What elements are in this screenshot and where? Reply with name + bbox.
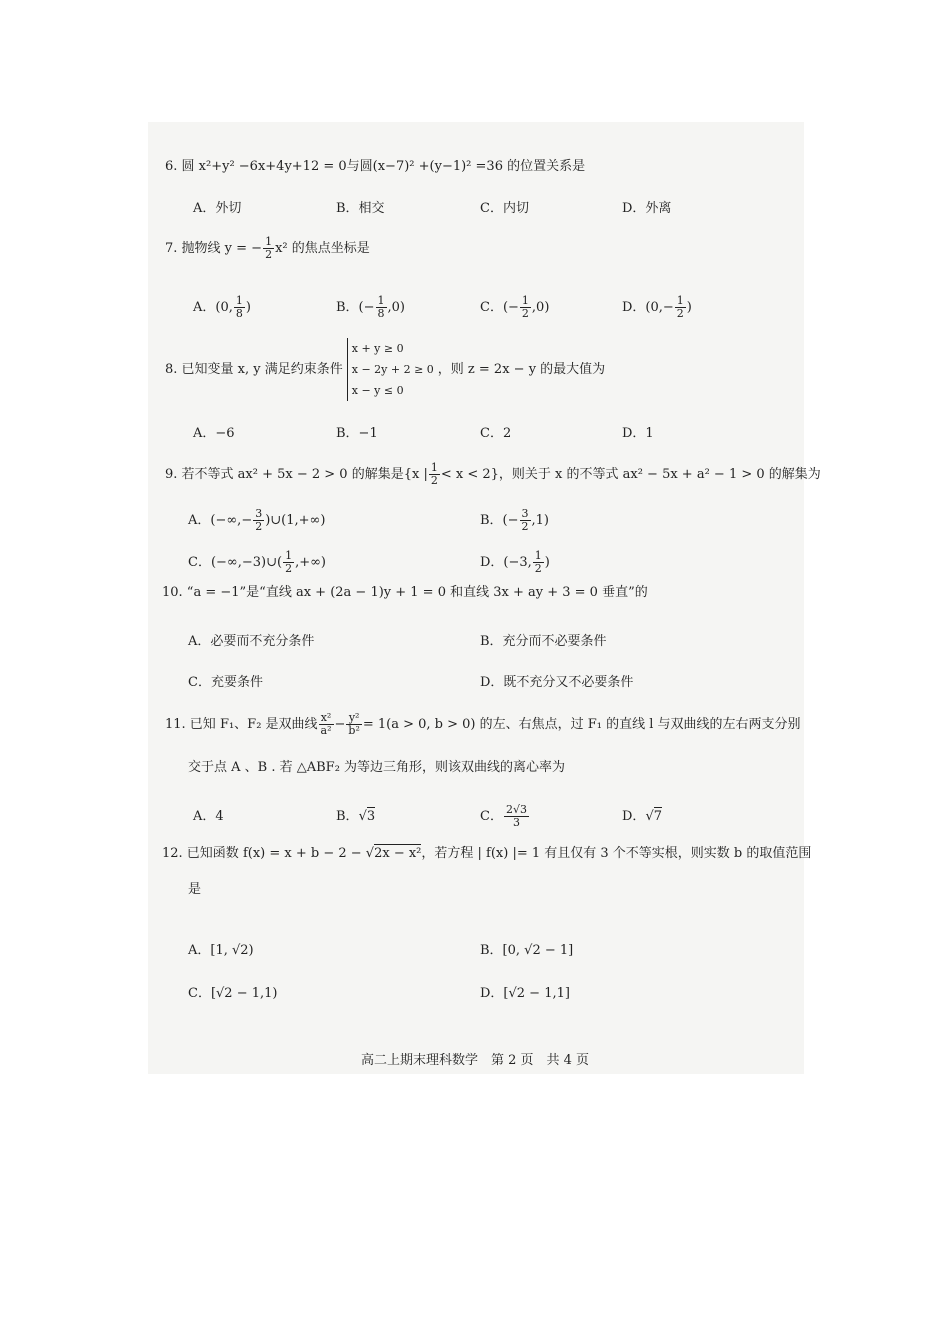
question-10-option-b: B．充分而不必要条件 xyxy=(480,634,607,649)
question-7-option-b: B．(− $\frac{1}{8}$ ,0) xyxy=(336,294,406,320)
question-6-option-d: D．外离 xyxy=(622,201,672,216)
question-11-stem-line-2: 交于点 A 、B . 若 △ABF₂ 为等边三角形，则该双曲线的离心率为 xyxy=(188,760,566,775)
question-7-stem: 7. 抛物线 y = − $\frac{1}{2}$ x² 的焦点坐标是 xyxy=(165,235,370,261)
question-11-option-c: C． $\frac{2√3}{3}$ xyxy=(480,803,527,829)
question-9-option-c: C．(−∞,−3)∪( $\frac{1}{2}$ ,+∞) xyxy=(188,549,327,575)
question-9-option-d: D．(−3, $\frac{1}{2}$ ) xyxy=(480,549,550,575)
page-footer: 高二上期末理科数学 第 2 页 共 4 页 xyxy=(360,1053,590,1068)
question-10-option-c: C．充要条件 xyxy=(188,675,263,690)
question-6-option-c: C．内切 xyxy=(480,201,529,216)
question-11-option-d: D．√7 xyxy=(622,809,663,824)
question-10-option-a: A．必要而不充分条件 xyxy=(188,634,315,649)
question-8-option-a: A．−6 xyxy=(193,426,235,441)
question-6-stem: 6. 圆 x²+y² −6x+4y+12 = 0与圆(x−7)² +(y−1)² =36 的位置关系是 xyxy=(165,159,586,174)
question-6-option-b: B．相交 xyxy=(336,201,385,216)
question-8-option-d: D．1 xyxy=(622,426,654,441)
question-12-stem-line-2: 是 xyxy=(188,882,202,897)
question-11-option-a: A．4 xyxy=(193,809,224,824)
question-10-stem: 10. “a = −1”是“直线 ax + (2a − 1)y + 1 = 0 和直线 3x + ay + 3 = 0 垂直”的 xyxy=(162,585,648,600)
constraint-system: x + y ≥ 0 x − 2y + 2 ≥ 0 x − y ≤ 0 xyxy=(347,338,434,401)
question-9-option-b: B．(− $\frac{3}{2}$ ,1) xyxy=(480,507,550,533)
question-9-option-a: A．(−∞,− $\frac{3}{2}$ )∪(1,+∞) xyxy=(188,507,326,533)
question-12-option-a: A．[1, √2) xyxy=(188,943,254,958)
question-7-option-d: D．(0,− $\frac{1}{2}$ ) xyxy=(622,294,692,320)
question-7-option-a: A．(0, $\frac{1}{8}$ ) xyxy=(193,294,251,320)
question-11-stem: 11. 已知 F₁、F₂ 是双曲线 $\frac{\text{x²}}{\text{a²}}$ − $\frac{\text{y²}}{\text{b²}}$ = 1(a > 0, b > 0) 的左、右焦点，过 F₁ 的直线 l 与双曲线的左右两支分别 xyxy=(165,711,801,737)
question-12-option-d: D．[√2 − 1,1] xyxy=(480,986,570,1001)
question-8-stem: 8. 已知变量 x, y 满足约束条件 x + y ≥ 0 x − 2y + 2 ≥ 0 x − y ≤ 0 ，则 z = 2x − y 的最大值为 xyxy=(165,338,605,401)
question-8-option-b: B．−1 xyxy=(336,426,378,441)
question-12-option-b: B．[0, √2 − 1] xyxy=(480,943,574,958)
question-6-option-a: A．外切 xyxy=(193,201,242,216)
question-12-stem: 12. 已知函数 f(x) = x + b − 2 − √2x − x²，若方程 | f(x) |= 1 有且仅有 3 个不等实根，则实数 b 的取值范围 xyxy=(162,846,812,861)
question-11-option-b: B．√3 xyxy=(336,809,376,824)
question-8-option-c: C．2 xyxy=(480,426,512,441)
question-9-stem: 9. 若不等式 ax² + 5x − 2 > 0 的解集是{x | $\frac{1}{2}$ < x < 2}，则关于 x 的不等式 ax² − 5x + a² − 1 > 0 的解集为 xyxy=(165,461,821,487)
question-12-option-c: C．[√2 − 1,1) xyxy=(188,986,278,1001)
question-7-option-c: C．(− $\frac{1}{2}$ ,0) xyxy=(480,294,550,320)
question-10-option-d: D．既不充分又不必要条件 xyxy=(480,675,634,690)
